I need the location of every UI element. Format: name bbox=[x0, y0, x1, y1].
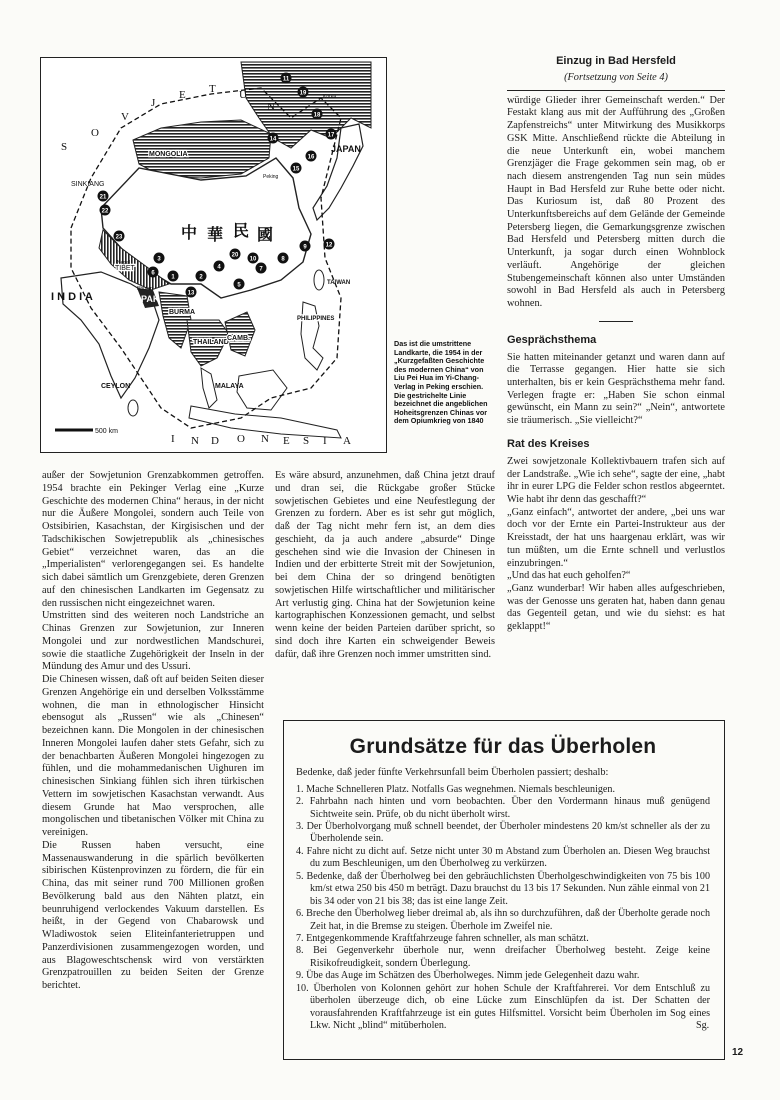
map-number-marker bbox=[326, 129, 337, 140]
paragraph: „Ganz wunderbar! Wir haben alles aufgeschrieben, was der Genosse uns geraten hat, haben dann genau das Gegenteil getan, und wie du siehst: es hat geklappt!“ bbox=[507, 582, 725, 633]
paragraph: Umstritten sind des weiteren noch Landstriche an Chinas Grenzen zur Sowjetunion, zur Inneren Mongolei und zur nordwestlichen Mandschurei, sowie die staatliche Zugehörigkeit der Inseln in der Mündung des Amur und des Ussuri. bbox=[42, 610, 264, 673]
rule-item: 6. Breche den Überholweg lieber dreimal ab, als ihn so durchzuführen, daß der Überholte gerade noch Zeit hat, in die Bremse zu steigen. Überhole im Zweifel nie. bbox=[296, 908, 710, 932]
section-heading: Rat des Kreises bbox=[507, 437, 590, 450]
map-label-ceylon: CEYLON bbox=[101, 383, 131, 390]
svg-text:7: 7 bbox=[259, 266, 263, 273]
map-number-marker bbox=[300, 241, 311, 252]
article-left-column bbox=[42, 470, 264, 993]
map-label-camb: CAMB. bbox=[227, 335, 250, 342]
map-label-scale: 500 km bbox=[95, 428, 118, 435]
page-number: 12 bbox=[732, 1047, 744, 1058]
map-label-indonesia-letter: E bbox=[283, 435, 290, 447]
svg-text:21: 21 bbox=[99, 194, 107, 201]
map-number-marker bbox=[186, 287, 197, 298]
map-label-china-char: 中 bbox=[181, 225, 198, 242]
section-heading: Gesprächsthema bbox=[507, 333, 597, 346]
map-label-sinkiang: SINKIANG bbox=[71, 181, 105, 188]
map-label-indonesia-letter: O bbox=[237, 433, 245, 445]
map-region-mongolia bbox=[133, 120, 271, 178]
map-label-china-char: 民 bbox=[233, 223, 250, 240]
map-number-marker bbox=[248, 253, 259, 264]
map-number-marker bbox=[100, 205, 111, 216]
map-label-sovjet-letter: E bbox=[179, 89, 186, 101]
svg-text:10: 10 bbox=[249, 256, 257, 263]
svg-text:3: 3 bbox=[157, 256, 161, 263]
map-label-indonesia-letter: N bbox=[191, 435, 199, 447]
svg-text:5: 5 bbox=[237, 282, 241, 289]
map-label-thailand: THAILAND bbox=[193, 339, 229, 346]
svg-text:17: 17 bbox=[327, 132, 335, 139]
map-label-indonesia-letter: N bbox=[261, 433, 269, 445]
map-label-malaya: MALAYA bbox=[215, 383, 244, 390]
map-label-place: Peking bbox=[263, 174, 279, 180]
map-label-sovjet-letter: T bbox=[209, 83, 216, 95]
map-number-marker bbox=[196, 271, 207, 282]
map-label-sovjet-letter: U bbox=[239, 89, 247, 101]
paragraph: Die Chinesen wissen, daß oft auf beiden Seiten dieser Grenzen Angehörige ein und derselben Volksstämme wohnen, die man in ethnologischer Hinsicht ebensogut als „Russen“ wie als „Chinesen“ bezeichnen kann. Die Mongolen in der chinesischen Inneren Mongolei laufen daher stets Gefahr, sich zu der benachbarten Äußeren Mongolei hingezogen zu fühlen, und die mohammedanischen Uighuren im chinesischen Sinkiang fühlen sich ihren türkischen Vettern im sowjetischen Kasachstan verwandt. Aus diesem Grunde hat Mao versprochen, alle mongolischen und tibetanischen Völker mit China zu vereinigen. bbox=[42, 674, 264, 838]
map-region-taiwan bbox=[314, 270, 324, 290]
map-region-philippines bbox=[301, 302, 323, 370]
paragraph: außer der Sowjetunion Grenzabkommen getroffen. 1954 brachte ein Pekinger Verlag eine „Kurze Geschichte des modernen China“ heraus, in der nicht nur die Äußere Mongolei, sondern auch Teile von Ostsibirien, Kasachstan, der Kirgisischen und der Tadschikischen Sowjetrepublik als „chinesisches Gebiet“ verzeichnet waren, das an die „Imperialisten“ verlorengegangen sei. Es handelte sich dabei sämtlich um Grenzgebiete, deren Grenzen auf den chinesischen Landkarten im Gegensatz zu den russischen nicht eingezeichnet waren. bbox=[42, 470, 264, 609]
svg-text:14: 14 bbox=[269, 136, 277, 143]
map-number-marker bbox=[114, 231, 125, 242]
paragraph: „Und das hat euch geholfen?“ bbox=[507, 570, 631, 582]
map-label-indonesia-letter: D bbox=[211, 435, 219, 447]
map-number-marker bbox=[256, 263, 267, 274]
svg-text:12: 12 bbox=[325, 242, 333, 249]
map-number-marker bbox=[98, 191, 109, 202]
svg-text:11: 11 bbox=[282, 76, 290, 83]
section-text bbox=[507, 95, 725, 311]
map-label-indonesia-letter: A bbox=[343, 435, 351, 447]
map-label-indonesia-letter: I bbox=[171, 433, 175, 445]
section-text bbox=[507, 352, 725, 428]
continuation-note: (Fortsetzung von Seite 4) bbox=[564, 72, 668, 83]
map-number-marker bbox=[324, 239, 335, 250]
svg-text:8: 8 bbox=[281, 256, 285, 263]
rules-list bbox=[296, 784, 710, 1033]
map-number-marker bbox=[278, 253, 289, 264]
article-middle-column bbox=[275, 470, 495, 661]
rule-item: 8. Bei Gegenverkehr überhole nur, wenn dreifacher Überholweg besteht. Zeige keine Risikofreudigkeit, sondern Überlegung. bbox=[296, 945, 710, 969]
rule-item: 7. Entgegenkommende Kraftfahrzeuge fahren schneller, als man schätzt. bbox=[296, 933, 589, 945]
map-label-mongolia: MONGOLIA bbox=[149, 151, 188, 158]
map-region-japan bbox=[313, 124, 363, 220]
section-heading: Einzug in Bad Hersfeld bbox=[556, 55, 676, 67]
rule-item: 2. Fahrbahn nach hinten und vorn beobachten. Über den Vordermann hinaus muß genügend Sichtweite sein. Prüfe, ob du nicht überholt wirst. bbox=[296, 796, 710, 820]
paragraph: Sie hatten miteinander getanzt und waren dann auf die Terrasse gegangen. Hier hatte sie sich unterhalten, bis er kein Gesprächsthema mehr fand. Verlegen fragte er: „Haben Sie schon einmal gewünscht, ein Mann zu sein?“ „Nein“, antwortete sie träumerisch. „Sie vielleicht?“ bbox=[507, 351, 725, 427]
map-number-marker bbox=[148, 267, 159, 278]
rule-item: 4. Fahre nicht zu dicht auf. Setze nicht unter 30 m Abstand zum Überholen an. Diesen Weg brauchst du zum Beschleunigen, um den Überholweg zu verkürzen. bbox=[296, 845, 710, 870]
rule-item: 1. Mache Schnelleren Platz. Notfalls Gas wegnehmen. Niemals beschleunigen. bbox=[296, 783, 615, 795]
map-number-marker bbox=[230, 249, 241, 260]
box-title: Grundsätze für das Überholen bbox=[349, 735, 657, 758]
svg-text:6: 6 bbox=[151, 270, 155, 277]
svg-text:15: 15 bbox=[292, 166, 300, 173]
map-number-marker bbox=[234, 279, 245, 290]
svg-text:19: 19 bbox=[299, 90, 307, 97]
map-figure bbox=[40, 57, 387, 453]
svg-text:20: 20 bbox=[231, 252, 239, 259]
svg-text:22: 22 bbox=[101, 208, 109, 215]
paragraph: Die Russen haben versucht, eine Massenauswanderung in die spärlich bevölkerten sibirischen Küstenprovinzen zu fördern, die für ein China, das mit seiner rund 700 Millionen großen Bevölkerung bald aus den Nähten platzt, ein beunruhigend verlockendes Vakuum darstellen. Es heißt, in der Gegend von Chabarowsk und Wladiwostok seien Eliteinfanterietruppen und Panzerdivisionen zusammengezogen worden, und aus Blagoweschtschensk wird von verstärkten Grenzpatrouillen zu beiden Seiten der Grenze berichtet. bbox=[42, 839, 264, 991]
map-label-indonesia-letter: S bbox=[303, 435, 310, 447]
map-number-marker bbox=[312, 109, 323, 120]
map-region-cambodia bbox=[225, 312, 255, 356]
map-number-marker bbox=[168, 271, 179, 282]
map-number-marker bbox=[298, 87, 309, 98]
map-label-china-char: 國 bbox=[257, 227, 274, 244]
map-label-sovjet-letter: O bbox=[91, 127, 99, 139]
map-label-taiwan: TAIWAN bbox=[327, 280, 351, 286]
map-label-indonesia-letter: I bbox=[323, 435, 327, 447]
map-label-sovjet-letter: S bbox=[61, 141, 68, 153]
traffic-rules-box bbox=[283, 720, 725, 1060]
svg-text:18: 18 bbox=[313, 112, 321, 119]
map-number-marker bbox=[281, 73, 292, 84]
map-label-tibet: TIBET bbox=[115, 265, 135, 272]
map-label-place: Nepal bbox=[117, 260, 131, 266]
map-number-marker bbox=[268, 133, 279, 144]
map-label-place: Bhutan bbox=[137, 286, 153, 292]
map-label-sovjet-letter: V bbox=[121, 111, 129, 123]
svg-text:2: 2 bbox=[199, 274, 203, 281]
rule-item: 5. Bedenke, daß der Überholweg bei den gebräuchlichsten Überholgeschwindigkeiten von 75 bis 100 km/st etwa 250 bis 450 m beträgt. Dazu brauchst du 13 bis 17 Sekunden. Nun zähle einmal von 21 bis 34 oder von 21 bis 38; das ist eine lange Zeit. bbox=[296, 870, 710, 907]
map-label-burma: BURMA bbox=[169, 309, 196, 316]
map-label-japan: JAPAN bbox=[331, 144, 361, 154]
rule-text: 10. Überholen von Kolonnen gehört zur hohen Schule der Kraftfahrerei. Vor dem Entschluß zu überholen überzeuge dich, ob eine Lücke zum Einschlüpfen da ist. Der Schatten der vorausfahrenden Kraftfahrzeuge ist ein gutes Hilfsmittel. Vorsicht beim Überholen im Sog eines Lkw. Nicht „blind“ mitüberholen. bbox=[296, 982, 710, 1032]
paragraph: Es wäre absurd, anzunehmen, daß China jetzt drauf und dran sei, die Rückgabe großer Stücke sowjetischen Gebietes und eine Neufestlegung der Grenzen zu fordern. Aber es ist sehr gut möglich, daß der Tag nicht mehr fern ist, an dem dies geschieht, da ja auch andere „absurde“ Dinge geschehen sind wie die Invasion der Chinesen in Indien und der erbitterte Streit mit der Sowjetunion, bei dem China der so dringend benötigten sowjetischen Hilfe wirtschaftlicher und militärischer Art verlustig ging. China hat der Sowjetunion keine kartographischen Konzessionen gemacht, und selbst wenn keine der beiden Parteien darüber spricht, so sind doch ihre Karten ein schweigender Beweis dafür, daß ihre Grenzen noch immer umstritten sind. bbox=[275, 470, 495, 660]
map-label-place: Korea bbox=[323, 94, 337, 100]
map-caption: Das ist die umstrittene Landkarte, die 1954 in der „Kurzgefaßten Geschichte des modernen China“ von Liu Pei Hua im Yi-Chang-Verlag in Peking erschien. Die gestrichelte Linie bezeichnet die angeblichen Hoheitsgrenzen Chinas vor dem Opiumkrieg von 1840 bbox=[394, 339, 488, 426]
svg-text:9: 9 bbox=[303, 244, 307, 251]
svg-text:4: 4 bbox=[217, 264, 221, 271]
map-region-ceylon bbox=[128, 400, 138, 416]
rule-item: 10. Überholen von Kolonnen gehört zur hohen Schule der Kraftfahrerei. Vor dem Entschluß zu überholen überzeuge dich, ob eine Lücke zum Einschlüpfen da ist. Der Schatten der vorausfahrenden Kraftfahrzeuge ist ein gutes Hilfsmittel. Vorsicht beim Überholen im Sog eines Lkw. Nicht „blind“ mitüberholen. Sg. bbox=[296, 982, 710, 1032]
paragraph: „Ganz einfach“, antwortet der andere, „bei uns war doch vor der Ernte ein Partei-Instrukteur aus der Kreisstadt, der hat uns haargenau erklärt, was wir tun müßten, um die Ernte schnell und verlustlos einzubringen.“ bbox=[507, 506, 725, 569]
paragraph: würdige Glieder ihrer Gemeinschaft werden.“ Der Festakt klang aus mit der Aufführung des „Großen Zapfenstreichs“ unter Mitwirkung des Musikkorps GSK Mitte. Anschließend rückte die Abteilung in die neue Unterkunft ein, wobei manchem Grenzjäger die Frage gekommen sein mag, ob er nach diesem anstrengenden Tag nun sein müdes Haupt in Bad Hersfeld zur Ruhe bette oder nicht. Das Kuriosum ist, daß 80 Prozent des Unterkunftsbereichs auf dem Gelände der Gemeinde Petersberg liegen, die Gemarkungsgrenze zwischen Bad Hersfeld und Petersberg mitten durch die Unterkunft, ja sogar durch einen Wohnblock verläuft. Angehörige der gleichen Stubengemeinschaft können also unter Umständen sowohl in Bad Hersfeld als auch in Petersberg wohnen. bbox=[507, 94, 725, 309]
map-number-marker bbox=[154, 253, 165, 264]
svg-text:1: 1 bbox=[171, 274, 175, 281]
map-number-marker bbox=[214, 261, 225, 272]
svg-text:13: 13 bbox=[187, 290, 195, 297]
section-text bbox=[507, 456, 725, 634]
divider bbox=[507, 90, 725, 91]
map-label-philippines: PHILIPPINES bbox=[297, 316, 335, 322]
right-column bbox=[507, 55, 725, 634]
svg-text:16: 16 bbox=[307, 154, 315, 161]
map-label-pak: PAK bbox=[141, 294, 160, 304]
map-label-india: I N D I A bbox=[51, 291, 93, 303]
divider bbox=[599, 321, 633, 322]
map-label-sovjet-letter: J bbox=[151, 97, 156, 109]
map-label-china-char: 華 bbox=[207, 227, 224, 244]
rule-item: 9. Übe das Auge im Schätzen des Überholweges. Nimm jede Gelegenheit dazu wahr. bbox=[296, 970, 640, 982]
map-label-sovjet-letter: N bbox=[267, 101, 275, 113]
map-number-marker bbox=[291, 163, 302, 174]
paragraph: Zwei sowjetzonale Kollektivbauern trafen sich auf der Landstraße. „Wie ich sehe“, sagte der eine, „habt ihr in eurer LPG die Felder schon restlos abgeerntet. Wie habt ihr denn das geschafft?“ bbox=[507, 455, 725, 505]
map-number-marker bbox=[306, 151, 317, 162]
map-region-burma bbox=[159, 292, 191, 348]
box-intro: Bedenke, daß jeder fünfte Verkehrsunfall beim Überholen passiert; deshalb: bbox=[296, 767, 609, 778]
rule-item: 3. Der Überholvorgang muß schnell beendet, der Überholer mindestens 20 km/st schneller als der zu Überholende sein. bbox=[296, 820, 710, 845]
svg-text:23: 23 bbox=[115, 234, 123, 241]
